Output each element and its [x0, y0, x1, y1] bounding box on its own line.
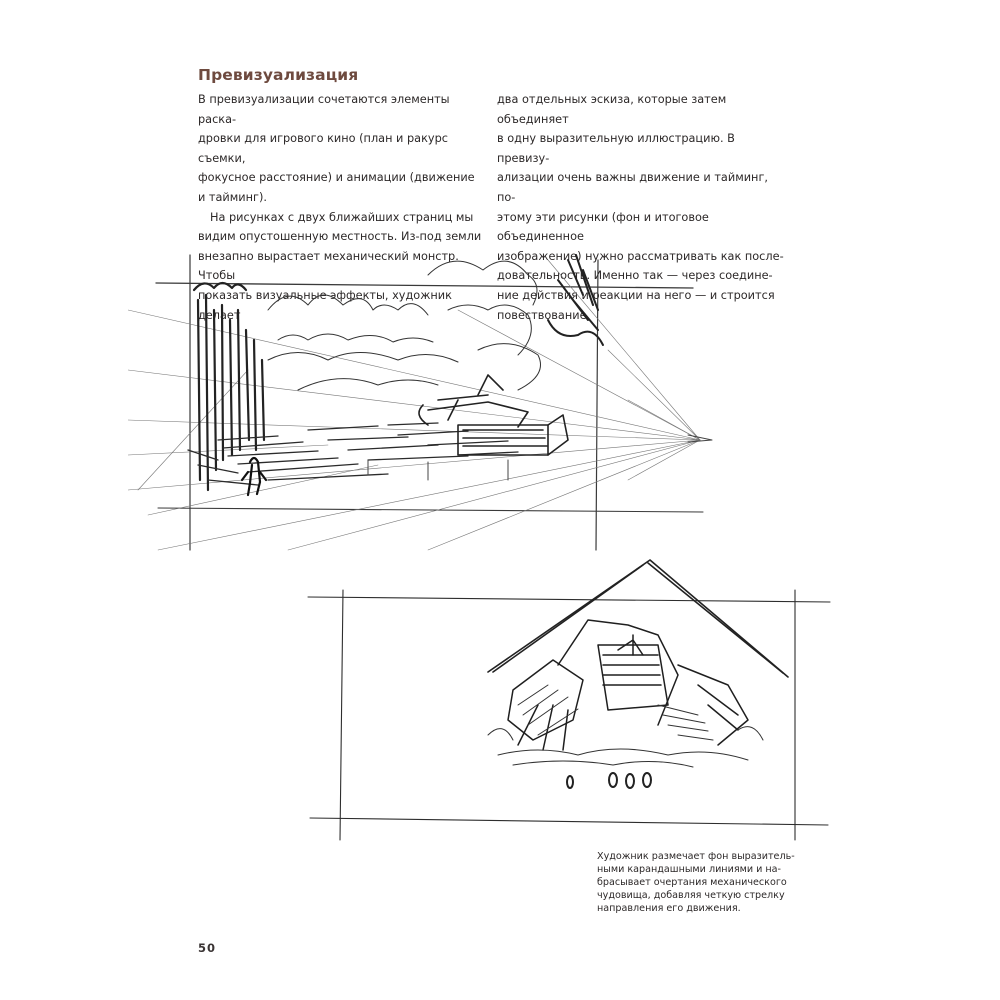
caption-line: брасывает очертания механического [597, 877, 787, 888]
caption-line: чудовища, добавляя четкую стрелку [597, 890, 785, 901]
caption-line: ными карандашными линиями и на- [597, 864, 782, 875]
monster-pencil-sketch [298, 555, 840, 845]
body-line: ализации очень важны движение и тайминг, по- [497, 171, 768, 204]
caption-line: Художник размечает фон выразитель- [597, 851, 795, 862]
section-heading: Превизуализация [198, 66, 359, 84]
body-line: этому эти рисунки (фон и итоговое объединенное [497, 210, 709, 244]
caption-line: направления его движения. [597, 903, 741, 914]
body-line: фокусное расстояние) и анимации (движение [198, 171, 475, 185]
page-number: 50 [198, 941, 217, 955]
body-line: внезапно вырастает механический монстр. Чтобы [198, 249, 459, 283]
body-line: видим опустошенную местность. Из-под земли [198, 230, 482, 244]
figure-caption [597, 850, 797, 915]
body-line: дровки для игрового кино (план и ракурс съемки, [198, 132, 448, 165]
body-line: довательность. Именно так — через соедине- [497, 269, 773, 283]
body-line: ние действия и реакции на него — и строится [497, 288, 775, 302]
body-line: На рисунках с двух ближайших страниц мы [210, 210, 474, 224]
body-line: и тайминг). [198, 190, 267, 204]
body-line: повествование. [497, 308, 591, 322]
body-line: два отдельных эскиза, которые затем объединяет [497, 93, 727, 126]
body-line: в одну выразительную иллюстрацию. В превизу- [497, 132, 735, 165]
body-line: изображение) нужно рассматривать как после- [497, 249, 784, 263]
landscape-pencil-sketch [128, 250, 728, 555]
body-line: В превизуализации сочетаются элементы раска- [198, 93, 450, 126]
body-line: показать визуальные эффекты, художник делает [198, 288, 452, 322]
